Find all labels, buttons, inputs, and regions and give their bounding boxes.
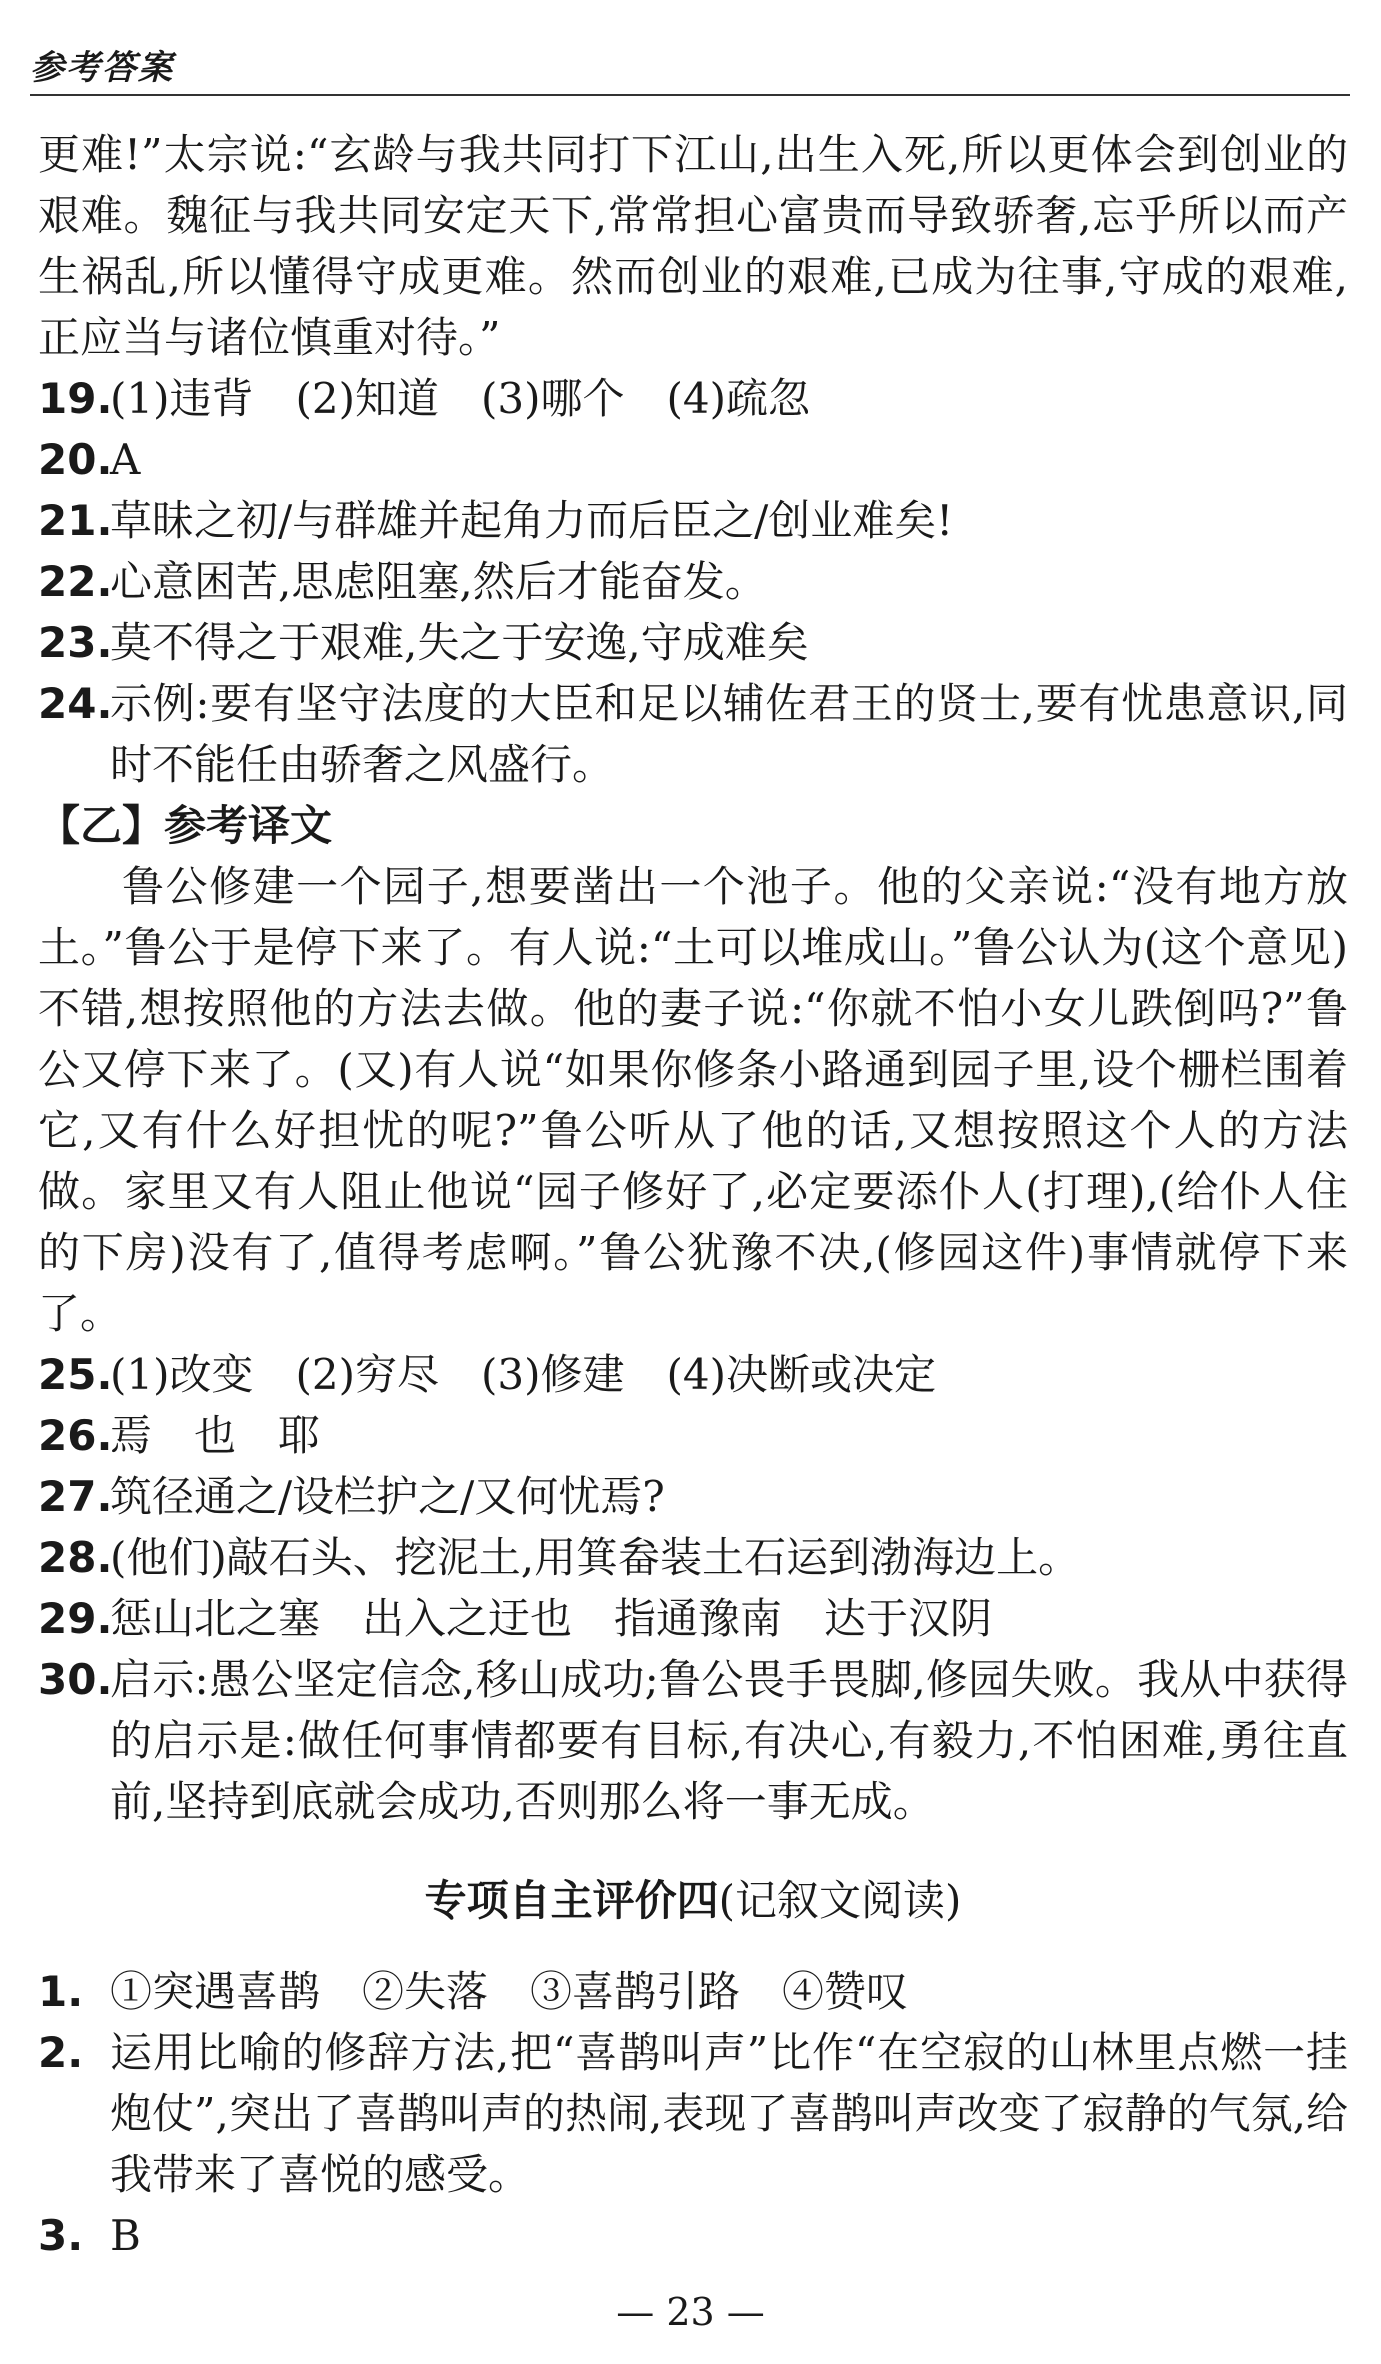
answer-text: 莫不得之于艰难,失之于安逸,守成难矣 [110,618,809,667]
answer-text: 启示:愚公坚定信念,移山成功;鲁公畏手畏脚,修园失败。我从中获得的启示是:做任何事情都要有目标,有决心,有毅力,不怕困难,勇往直前,坚持到底就会成功,否则那么将一事无成。 [110,1655,1348,1826]
answer-item-20 [38,429,1348,490]
section-title-subtitle: (记叙文阅读) [718,1876,962,1925]
answer-text: 示例:要有坚守法度的大臣和足以辅佐君王的贤士,要有忧患意识,同时不能任由骄奢之风盛行。 [110,679,1348,789]
answer-number: 25. [38,1350,113,1399]
answer-item-3 [38,2205,1348,2266]
answer-item-2 [38,2022,1348,2205]
answer-text: 筑径通之/设栏护之/又何忧焉? [110,1472,665,1521]
answer-text: B [110,2211,141,2260]
answer-number: 2. [38,2028,84,2077]
answer-item-22 [38,551,1348,612]
answer-item-27 [38,1466,1348,1527]
answer-list-c [38,1961,1348,2266]
answer-item-28 [38,1527,1348,1588]
answer-item-25 [38,1344,1348,1405]
answer-item-29 [38,1588,1348,1649]
answer-item-26 [38,1405,1348,1466]
section-title-main: 专项自主评价四 [424,1876,719,1925]
answer-number: 24. [38,679,113,728]
answer-text: (1)改变 (2)穷尽 (3)修建 (4)决断或决定 [110,1350,936,1399]
answer-item-19 [38,368,1348,429]
answer-text: 运用比喻的修辞方法,把“喜鹊叫声”比作“在空寂的山林里点燃一挂炮仗”,突出了喜鹊叫声的热闹,表现了喜鹊叫声改变了寂静的气氛,给我带来了喜悦的感受。 [110,2028,1348,2199]
answer-item-30 [38,1649,1348,1832]
page-number: — 23 — [616,2290,765,2334]
answer-text: 心意困苦,思虑阻塞,然后才能奋发。 [110,557,767,606]
answer-list-b [38,1344,1348,1832]
answer-number: 1. [38,1967,84,2016]
answer-item-21 [38,490,1348,551]
answer-item-1 [38,1961,1348,2022]
answer-item-23 [38,612,1348,673]
answer-text: 草昧之初/与群雄并起角力而后臣之/创业难矣! [110,496,954,545]
header-label: 参考答案 [30,48,174,88]
continuation-paragraph: 更难!”太宗说:“玄龄与我共同打下江山,出生入死,所以更体会到创业的艰难。魏征与我共同安定天下,常常担心富贵而导致骄奢,忘乎所以而产生祸乱,所以懂得守成更难。然而创业的艰难,已成为往事,守成的艰难,正应当与诸位慎重对待。” [38,130,1348,362]
answer-number: 20. [38,435,113,484]
answer-number: 27. [38,1472,113,1521]
answer-text: 焉 也 耶 [110,1411,321,1460]
answer-number: 30. [38,1655,113,1704]
answer-item-24 [38,673,1348,795]
answer-number: 23. [38,618,113,667]
answer-number: 19. [38,374,113,423]
answer-number: 26. [38,1411,113,1460]
answer-text: A [110,435,141,484]
answer-number: 3. [38,2211,84,2260]
answer-text: ①突遇喜鹊 ②失落 ③喜鹊引路 ④赞叹 [110,1967,909,2016]
header-rule [30,94,1350,96]
answer-text: 惩山北之塞 出入之迂也 指通豫南 达于汉阴 [110,1594,993,1643]
translation-heading: 【乙】参考译文 [38,801,333,850]
answer-number: 29. [38,1594,113,1643]
answer-text: (1)违背 (2)知道 (3)哪个 (4)疏忽 [110,374,810,423]
answer-content [38,124,1348,2266]
answer-text: (他们)敲石头、挖泥土,用箕畚装土石运到渤海边上。 [110,1533,1081,1582]
answer-number: 21. [38,496,113,545]
translation-paragraph: 鲁公修建一个园子,想要凿出一个池子。他的父亲说:“没有地方放土。”鲁公于是停下来了。有人说:“土可以堆成山。”鲁公认为(这个意见)不错,想按照他的方法去做。他的妻子说:“你就不怕小女儿跌倒吗?”鲁公又停下来了。(又)有人说“如果你修条小路通到园子里,设个栅栏围着它,又有什么好担忧的呢?”鲁公听从了他的话,又想按照这个人的方法做。家里又有人阻止他说“园子修好了,必定要添仆人(打理),(给仆人住的下房)没有了,值得考虑啊。”鲁公犹豫不决,(修园这件)事情就停下来了。 [38,862,1348,1338]
section-title [38,1870,1348,1931]
answer-list-a [38,368,1348,795]
answer-number: 22. [38,557,113,606]
answer-number: 28. [38,1533,113,1582]
